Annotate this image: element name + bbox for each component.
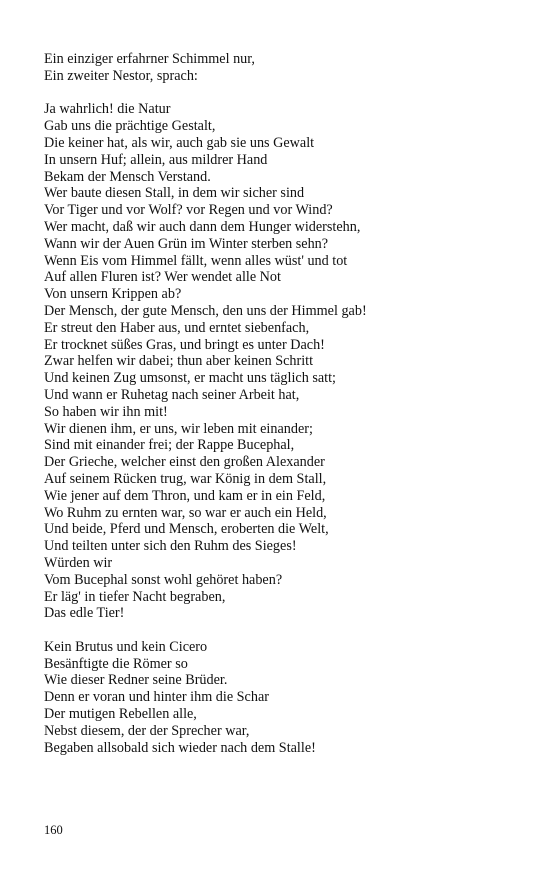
poem-line: Die keiner hat, als wir, auch gab sie uns Gewalt xyxy=(44,134,315,151)
poem-line: Begaben allsobald sich wieder nach dem Stalle! xyxy=(44,739,316,756)
poem-line: Er trocknet süßes Gras, und bringt es unter Dach! xyxy=(44,336,325,353)
poem-line: Wie dieser Redner seine Brüder. xyxy=(44,672,228,689)
poem-line: Das edle Tier! xyxy=(44,605,125,622)
poem-line: Und wann er Ruhetag nach seiner Arbeit hat, xyxy=(44,386,300,403)
poem-line: Der Mensch, der gute Mensch, den uns der Himmel gab! xyxy=(44,302,367,319)
poem-line: Ja wahrlich! die Natur xyxy=(44,101,171,118)
stanza xyxy=(44,51,514,85)
page-number: 160 xyxy=(44,823,63,837)
poem-line: Wie jener auf dem Thron, und kam er in ein Feld, xyxy=(44,487,326,504)
poem-line: Wir dienen ihm, er uns, wir leben mit einander; xyxy=(44,420,313,437)
poem-line: Und beide, Pferd und Mensch, eroberten die Welt, xyxy=(44,521,329,538)
poem-line: Vor Tiger und vor Wolf? vor Regen und vor Wind? xyxy=(44,202,333,219)
poem-line: Ein zweiter Nestor, sprach: xyxy=(44,67,198,84)
poem-line: Besänftigte die Römer so xyxy=(44,655,188,672)
poem-line: Wenn Eis vom Himmel fällt, wenn alles wüst' und tot xyxy=(44,252,348,269)
poem-line: Der mutigen Rebellen alle, xyxy=(44,706,197,723)
poem-line: Zwar helfen wir dabei; thun aber keinen Schritt xyxy=(44,353,314,370)
poem-line: Wo Ruhm zu ernten war, so war er auch ein Held, xyxy=(44,504,327,521)
poem-line: Würden wir xyxy=(44,554,113,571)
poem-line: In unsern Huf; allein, aus mildrer Hand xyxy=(44,151,268,168)
poem-line: Bekam der Mensch Verstand. xyxy=(44,168,211,185)
poem-line: Denn er voran und hinter ihm die Schar xyxy=(44,689,269,706)
poem-line: Auf seinem Rücken trug, war König in dem Stall, xyxy=(44,470,327,487)
poem-line: Gab uns die prächtige Gestalt, xyxy=(44,118,216,135)
poem-line: Nebst diesem, der der Sprecher war, xyxy=(44,722,250,739)
poem-line: Vom Bucephal sonst wohl gehöret haben? xyxy=(44,571,283,588)
poem-text xyxy=(44,51,514,756)
poem-line: Wer macht, daß wir auch dann dem Hunger widerstehn, xyxy=(44,218,361,235)
poem-line: Wer baute diesen Stall, in dem wir sicher sind xyxy=(44,185,305,202)
poem-line: Auf allen Fluren ist? Wer wendet alle Not xyxy=(44,269,281,286)
poem-line: Er läg' in tiefer Nacht begraben, xyxy=(44,588,226,605)
poem-line: Der Grieche, welcher einst den großen Alexander xyxy=(44,454,325,471)
poem-line: Wann wir der Auen Grün im Winter sterben sehn? xyxy=(44,235,329,252)
poem-line: Und teilten unter sich den Ruhm des Sieges! xyxy=(44,538,297,555)
poem-line: Sind mit einander frei; der Rappe Bucephal, xyxy=(44,437,295,454)
poem-line: Von unsern Krippen ab? xyxy=(44,286,182,303)
poem-line: So haben wir ihn mit! xyxy=(44,403,168,420)
stanza xyxy=(44,101,514,622)
poem-line: Kein Brutus und kein Cicero xyxy=(44,638,208,655)
poem-line: Er streut den Haber aus, und erntet siebenfach, xyxy=(44,319,310,336)
poem-line: Ein einziger erfahrner Schimmel nur, xyxy=(44,51,255,67)
stanza xyxy=(44,639,514,757)
poem-line: Und keinen Zug umsonst, er macht uns täglich satt; xyxy=(44,370,336,387)
